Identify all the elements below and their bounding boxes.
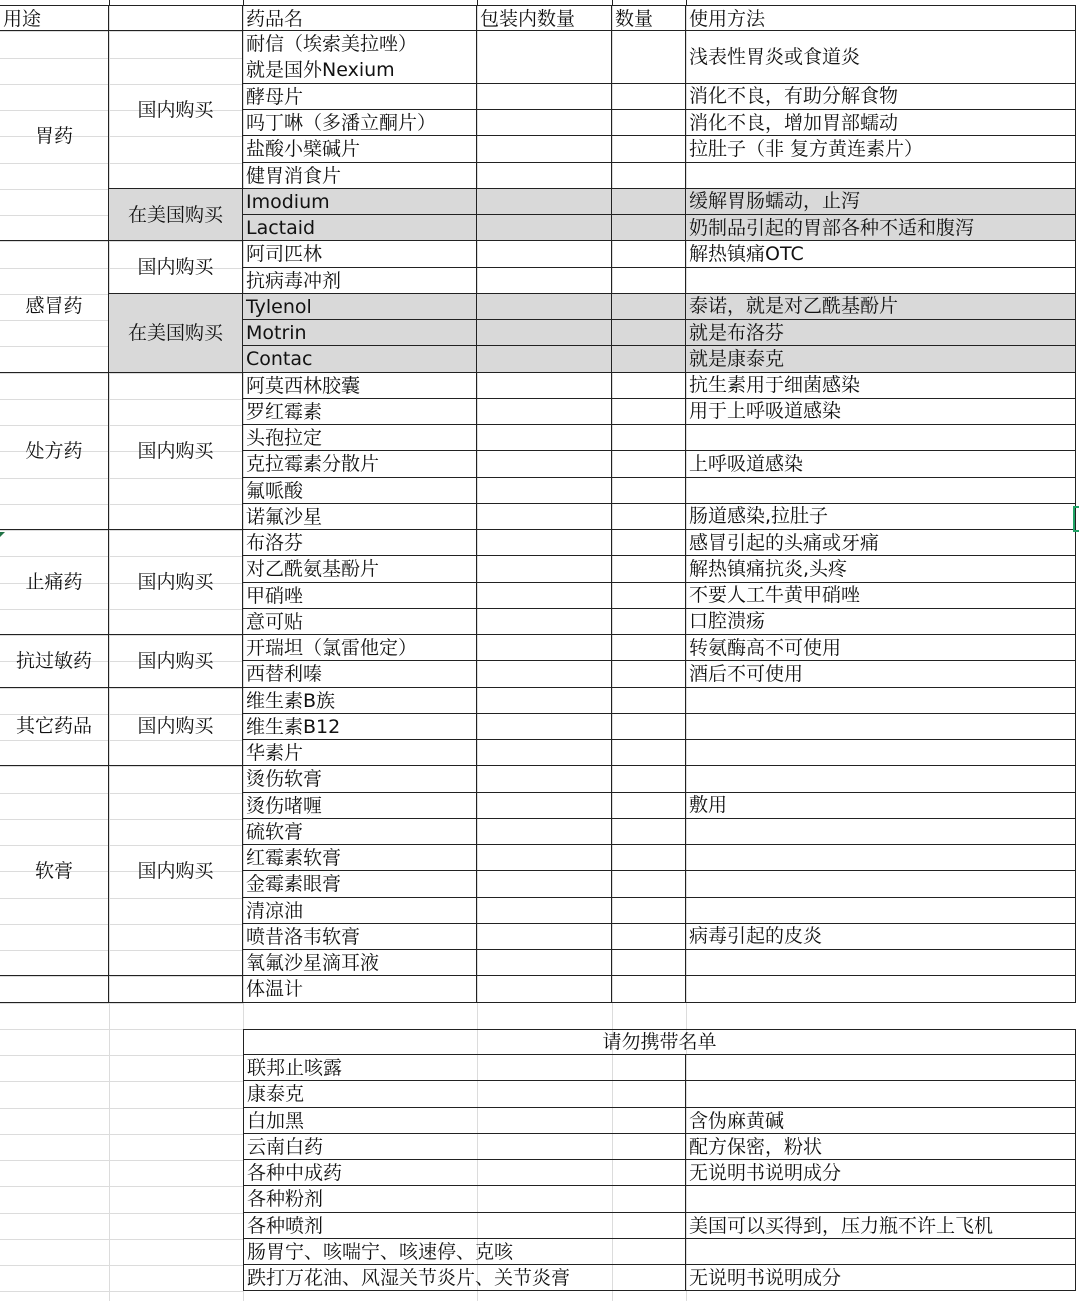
- category-cell[interactable]: 胃药: [0, 31, 109, 241]
- source-cell[interactable]: 国内购买: [109, 373, 243, 531]
- usage-cell[interactable]: [686, 766, 1076, 792]
- usage-cell[interactable]: [686, 819, 1076, 845]
- drug-name: 意可贴: [246, 610, 304, 633]
- drug-name-cell[interactable]: [243, 163, 477, 189]
- usage-cell[interactable]: 口腔溃疡: [686, 609, 1076, 635]
- pack-qty-cell[interactable]: [477, 346, 612, 372]
- pack-qty-cell[interactable]: [477, 163, 612, 189]
- drug-name-cell[interactable]: [243, 268, 477, 294]
- qty-cell[interactable]: [612, 451, 686, 477]
- cell-selection-indicator[interactable]: [1073, 506, 1079, 532]
- usage-cell[interactable]: [686, 740, 1076, 766]
- usage-cell[interactable]: [686, 898, 1076, 924]
- prohibited-note[interactable]: 美国可以买得到，压力瓶不许上飞机: [686, 1213, 1076, 1239]
- prohibited-note[interactable]: 无说明书说明成分: [686, 1160, 1076, 1186]
- prohibited-note[interactable]: 含伪麻黄碱: [686, 1108, 1076, 1134]
- header-usage[interactable]: 使用方法: [686, 5, 1076, 31]
- drug-name-cell[interactable]: [243, 714, 477, 740]
- drug-name: Contac: [246, 348, 313, 371]
- gridline: [0, 1213, 243, 1214]
- usage-cell[interactable]: [686, 688, 1076, 714]
- drug-name: 抗病毒冲剂: [246, 269, 342, 292]
- drug-name: 耐信（埃索美拉唑）: [246, 33, 418, 56]
- drug-name: 阿司匹林: [246, 243, 323, 266]
- drug-name-cell[interactable]: [243, 136, 477, 162]
- usage-cell[interactable]: 解热镇痛OTC: [686, 241, 1076, 267]
- drug-name-cell[interactable]: [243, 504, 477, 530]
- prohibited-note[interactable]: 无说明书说明成分: [686, 1265, 1076, 1291]
- pack-qty-cell[interactable]: [477, 84, 612, 110]
- gridline: [0, 1003, 243, 1004]
- pack-qty-cell[interactable]: [477, 924, 612, 950]
- pack-qty-cell[interactable]: [477, 31, 612, 84]
- source-cell[interactable]: 在美国购买: [109, 189, 243, 242]
- qty-cell[interactable]: [612, 950, 686, 976]
- usage-cell[interactable]: [686, 425, 1076, 451]
- pack-qty-cell[interactable]: [477, 950, 612, 976]
- qty-cell[interactable]: [612, 294, 686, 320]
- drug-name: 清凉油: [246, 899, 304, 922]
- category-cell[interactable]: 处方药: [0, 373, 109, 531]
- drug-name: Lactaid: [246, 217, 316, 239]
- gridline: [0, 1291, 243, 1292]
- drug-name: 烫伤软膏: [246, 768, 323, 791]
- pack-qty-cell[interactable]: [477, 819, 612, 845]
- drug-name-cell[interactable]: [243, 976, 477, 1002]
- usage-cell[interactable]: [686, 950, 1076, 976]
- source-cell[interactable]: 国内购买: [109, 688, 243, 767]
- header-qty[interactable]: 数量: [612, 5, 686, 31]
- usage-cell[interactable]: 病毒引起的皮炎: [686, 924, 1076, 950]
- usage-cell[interactable]: 浅表性胃炎或食道炎: [686, 31, 1076, 84]
- usage-cell[interactable]: 酒后不可使用: [686, 661, 1076, 687]
- drug-name: 克拉霉素分散片: [246, 453, 380, 476]
- qty-cell[interactable]: [612, 898, 686, 924]
- pack-qty-cell[interactable]: [477, 845, 612, 871]
- prohibited-note[interactable]: [686, 1186, 1076, 1212]
- drug-name-cell[interactable]: [243, 399, 477, 425]
- header-source[interactable]: [109, 5, 243, 31]
- drug-name-cell[interactable]: [243, 478, 477, 504]
- drug-name: 体温计: [246, 978, 304, 1001]
- error-indicator-icon: [0, 532, 5, 537]
- gridline: [0, 1134, 243, 1135]
- prohibited-item[interactable]: 各种粉剂: [243, 1186, 686, 1212]
- qty-cell[interactable]: [612, 766, 686, 792]
- category-cell[interactable]: 止痛药: [0, 530, 109, 635]
- qty-cell[interactable]: [612, 268, 686, 294]
- gridline: [0, 1239, 243, 1240]
- pack-qty-cell[interactable]: [477, 556, 612, 582]
- drug-name-cell[interactable]: [243, 924, 477, 950]
- prohibited-item[interactable]: 跌打万花油、风湿关节炎片、关节炎膏: [243, 1265, 686, 1291]
- gridline: [0, 1186, 243, 1187]
- drug-name-cell[interactable]: [243, 346, 477, 372]
- prohibited-item[interactable]: 康泰克: [243, 1081, 686, 1107]
- drug-name: 盐酸小檗碱片: [246, 138, 361, 161]
- header-pack-qty[interactable]: 包装内数量: [477, 5, 612, 31]
- header-drug-name[interactable]: 药品名: [243, 5, 477, 31]
- qty-cell[interactable]: [612, 373, 686, 399]
- usage-cell[interactable]: 抗生素用于细菌感染: [686, 373, 1076, 399]
- qty-cell[interactable]: [612, 924, 686, 950]
- drug-name-cell[interactable]: [243, 950, 477, 976]
- header-purpose[interactable]: 用途: [0, 5, 109, 31]
- qty-cell[interactable]: [612, 189, 686, 215]
- qty-cell[interactable]: [612, 819, 686, 845]
- pack-qty-cell[interactable]: [477, 268, 612, 294]
- qty-cell[interactable]: [612, 136, 686, 162]
- qty-cell[interactable]: [612, 845, 686, 871]
- drug-name-cell[interactable]: [243, 425, 477, 451]
- usage-cell[interactable]: 上呼吸道感染: [686, 451, 1076, 477]
- qty-cell[interactable]: [612, 425, 686, 451]
- gridline: [0, 1108, 243, 1109]
- usage-cell[interactable]: 拉肚子（非 复方黄连素片）: [686, 136, 1076, 162]
- category-cell[interactable]: 抗过敏药: [0, 635, 109, 688]
- usage-cell[interactable]: 就是布洛芬: [686, 320, 1076, 346]
- source-cell[interactable]: 国内购买: [109, 241, 243, 294]
- drug-name: 阿莫西林胶囊: [246, 374, 361, 397]
- qty-cell[interactable]: [612, 31, 686, 84]
- source-cell[interactable]: [109, 976, 243, 1002]
- category-cell[interactable]: 软膏: [0, 766, 109, 976]
- drug-name: 金霉素眼膏: [246, 873, 342, 896]
- drug-name-cell[interactable]: [243, 688, 477, 714]
- drug-name: 布洛芬: [246, 532, 304, 554]
- drug-name: 甲硝唑: [246, 584, 304, 607]
- prohibited-item[interactable]: 联邦止咳露: [243, 1055, 686, 1081]
- prohibited-note[interactable]: 配方保密，粉状: [686, 1134, 1076, 1160]
- qty-cell[interactable]: [612, 976, 686, 1002]
- source-cell[interactable]: 在美国购买: [109, 294, 243, 373]
- pack-qty-cell[interactable]: [477, 635, 612, 661]
- drug-name-cell[interactable]: [243, 556, 477, 582]
- drug-name: 罗红霉素: [246, 400, 323, 423]
- qty-cell[interactable]: [612, 714, 686, 740]
- drug-name-cell[interactable]: [243, 294, 477, 320]
- drug-name: 维生素B族: [246, 689, 336, 712]
- usage-cell[interactable]: [686, 714, 1076, 740]
- drug-name: Imodium: [246, 190, 330, 213]
- pack-qty-cell[interactable]: [477, 294, 612, 320]
- gridline: [0, 1029, 243, 1030]
- drug-name-cell[interactable]: [243, 740, 477, 766]
- drug-name: 氟哌酸: [246, 479, 304, 502]
- qty-cell[interactable]: [612, 635, 686, 661]
- drug-name-cell[interactable]: [243, 110, 477, 136]
- drug-name-cell[interactable]: [243, 530, 477, 556]
- drug-name: 诺氟沙星: [246, 505, 323, 528]
- usage-cell[interactable]: [686, 163, 1076, 189]
- qty-cell[interactable]: [612, 740, 686, 766]
- qty-cell[interactable]: [612, 399, 686, 425]
- source-cell[interactable]: 国内购买: [109, 530, 243, 635]
- usage-cell[interactable]: 解热镇痛抗炎,头疼: [686, 556, 1076, 582]
- usage-cell[interactable]: [686, 845, 1076, 871]
- usage-cell[interactable]: [686, 478, 1076, 504]
- drug-name-cell[interactable]: [243, 241, 477, 267]
- usage-cell[interactable]: 不要人工牛黄甲硝唑: [686, 583, 1076, 609]
- pack-qty-cell[interactable]: [477, 425, 612, 451]
- pack-qty-cell[interactable]: [477, 898, 612, 924]
- category-cell[interactable]: 其它药品: [0, 688, 109, 767]
- usage-cell[interactable]: [686, 871, 1076, 897]
- drug-name-cell[interactable]: [243, 661, 477, 687]
- drug-name-cell[interactable]: [243, 583, 477, 609]
- prohibited-item[interactable]: 各种喷剂: [243, 1213, 686, 1239]
- usage-cell[interactable]: [686, 268, 1076, 294]
- usage-cell[interactable]: 奶制品引起的胃部各种不适和腹泻: [686, 215, 1076, 241]
- pack-qty-cell[interactable]: [477, 740, 612, 766]
- prohibited-item[interactable]: 云南白药: [243, 1134, 686, 1160]
- pack-qty-cell[interactable]: [477, 504, 612, 530]
- drug-name-cell[interactable]: [243, 215, 477, 241]
- drug-name-cell[interactable]: [243, 819, 477, 845]
- prohibited-note[interactable]: [686, 1239, 1076, 1265]
- gridline: [0, 1265, 243, 1266]
- drug-name-cell[interactable]: [243, 793, 477, 819]
- drug-name: 烫伤啫喱: [246, 794, 323, 817]
- drug-name-cell[interactable]: [243, 31, 477, 84]
- pack-qty-cell[interactable]: [477, 688, 612, 714]
- usage-cell[interactable]: 感冒引起的头痛或牙痛: [686, 530, 1076, 556]
- usage-cell[interactable]: 消化不良，有助分解食物: [686, 84, 1076, 110]
- drug-name-cell[interactable]: [243, 189, 477, 215]
- gridline: [0, 1081, 243, 1082]
- pack-qty-cell[interactable]: [477, 530, 612, 556]
- drug-name-cell[interactable]: [243, 373, 477, 399]
- qty-cell[interactable]: [612, 504, 686, 530]
- usage-cell[interactable]: 转氨酶高不可使用: [686, 635, 1076, 661]
- pack-qty-cell[interactable]: [477, 320, 612, 346]
- drug-name-cell[interactable]: [243, 898, 477, 924]
- prohibited-item[interactable]: 各种中成药: [243, 1160, 686, 1186]
- qty-cell[interactable]: [612, 688, 686, 714]
- qty-cell[interactable]: [612, 609, 686, 635]
- pack-qty-cell[interactable]: [477, 871, 612, 897]
- source-cell[interactable]: 国内购买: [109, 31, 243, 189]
- usage-cell[interactable]: 泰诺，就是对乙酰基酚片: [686, 294, 1076, 320]
- category-cell[interactable]: 感冒药: [0, 241, 109, 372]
- drug-name: 酵母片: [246, 85, 304, 108]
- drug-name-cell[interactable]: [243, 84, 477, 110]
- pack-qty-cell[interactable]: [477, 399, 612, 425]
- drug-name: 西替利嗪: [246, 663, 323, 686]
- drug-name: 喷昔洛韦软膏: [246, 925, 361, 948]
- qty-cell[interactable]: [612, 84, 686, 110]
- usage-cell[interactable]: 肠道感染,拉肚子: [686, 504, 1076, 530]
- drug-name-cell[interactable]: [243, 766, 477, 792]
- pack-qty-cell[interactable]: [477, 478, 612, 504]
- drug-name: 对乙酰氨基酚片: [246, 558, 380, 581]
- drug-name: 头孢拉定: [246, 427, 323, 449]
- gridline: [0, 1160, 243, 1161]
- usage-cell[interactable]: 消化不良，增加胃部蠕动: [686, 110, 1076, 136]
- pack-qty-cell[interactable]: [477, 241, 612, 267]
- qty-cell[interactable]: [612, 661, 686, 687]
- qty-cell[interactable]: [612, 583, 686, 609]
- qty-cell[interactable]: [612, 478, 686, 504]
- drug-name: 硫软膏: [246, 820, 304, 843]
- usage-cell[interactable]: 用于上呼吸道感染: [686, 399, 1076, 425]
- pack-qty-cell[interactable]: [477, 976, 612, 1002]
- drug-name-cell[interactable]: [243, 871, 477, 897]
- drug-name: Motrin: [246, 322, 307, 344]
- pack-qty-cell[interactable]: [477, 136, 612, 162]
- drug-name-cell[interactable]: [243, 609, 477, 635]
- qty-cell[interactable]: [612, 871, 686, 897]
- prohibited-item[interactable]: 肠胃宁、咳喘宁、咳速停、克咳: [243, 1239, 686, 1265]
- drug-name-line2: 就是国外Nexium: [246, 59, 395, 82]
- pack-qty-cell[interactable]: [477, 110, 612, 136]
- pack-qty-cell[interactable]: [477, 766, 612, 792]
- qty-cell[interactable]: [612, 530, 686, 556]
- usage-cell[interactable]: [686, 976, 1076, 1002]
- drug-name-cell[interactable]: [243, 845, 477, 871]
- qty-cell[interactable]: [612, 163, 686, 189]
- pack-qty-cell[interactable]: [477, 451, 612, 477]
- drug-name: 华素片: [246, 742, 304, 764]
- qty-cell[interactable]: [612, 241, 686, 267]
- pack-qty-cell[interactable]: [477, 661, 612, 687]
- drug-name-cell[interactable]: [243, 451, 477, 477]
- drug-name: 开瑞坦（氯雷他定）: [246, 637, 418, 659]
- pack-qty-cell[interactable]: [477, 215, 612, 241]
- drug-name: Tylenol: [246, 295, 312, 318]
- source-cell[interactable]: 国内购买: [109, 635, 243, 688]
- prohibited-title: 请勿携带名单: [243, 1029, 1076, 1055]
- pack-qty-cell[interactable]: [477, 373, 612, 399]
- drug-name-cell[interactable]: [243, 635, 477, 661]
- category-cell[interactable]: [0, 976, 109, 1002]
- pack-qty-cell[interactable]: [477, 714, 612, 740]
- pack-qty-cell[interactable]: [477, 793, 612, 819]
- drug-name: 氧氟沙星滴耳液: [246, 952, 380, 974]
- gridline: [0, 1055, 243, 1056]
- pack-qty-cell[interactable]: [477, 609, 612, 635]
- pack-qty-cell[interactable]: [477, 583, 612, 609]
- prohibited-item[interactable]: 白加黑: [243, 1108, 686, 1134]
- usage-cell[interactable]: 缓解胃肠蠕动，止泻: [686, 189, 1076, 215]
- pack-qty-cell[interactable]: [477, 189, 612, 215]
- usage-cell[interactable]: 敷用: [686, 793, 1076, 819]
- drug-name: 维生素B12: [246, 715, 341, 738]
- prohibited-note[interactable]: [686, 1081, 1076, 1107]
- qty-cell[interactable]: [612, 110, 686, 136]
- drug-name: 吗丁啉（多潘立酮片）: [246, 112, 437, 134]
- source-cell[interactable]: 国内购买: [109, 766, 243, 976]
- qty-cell[interactable]: [612, 346, 686, 372]
- prohibited-note[interactable]: [686, 1055, 1076, 1081]
- drug-name: 红霉素软膏: [246, 847, 342, 869]
- drug-name-cell[interactable]: [243, 320, 477, 346]
- qty-cell[interactable]: [612, 793, 686, 819]
- qty-cell[interactable]: [612, 556, 686, 582]
- qty-cell[interactable]: [612, 215, 686, 241]
- qty-cell[interactable]: [612, 320, 686, 346]
- drug-name: 健胃消食片: [246, 164, 342, 187]
- usage-cell[interactable]: 就是康泰克: [686, 346, 1076, 372]
